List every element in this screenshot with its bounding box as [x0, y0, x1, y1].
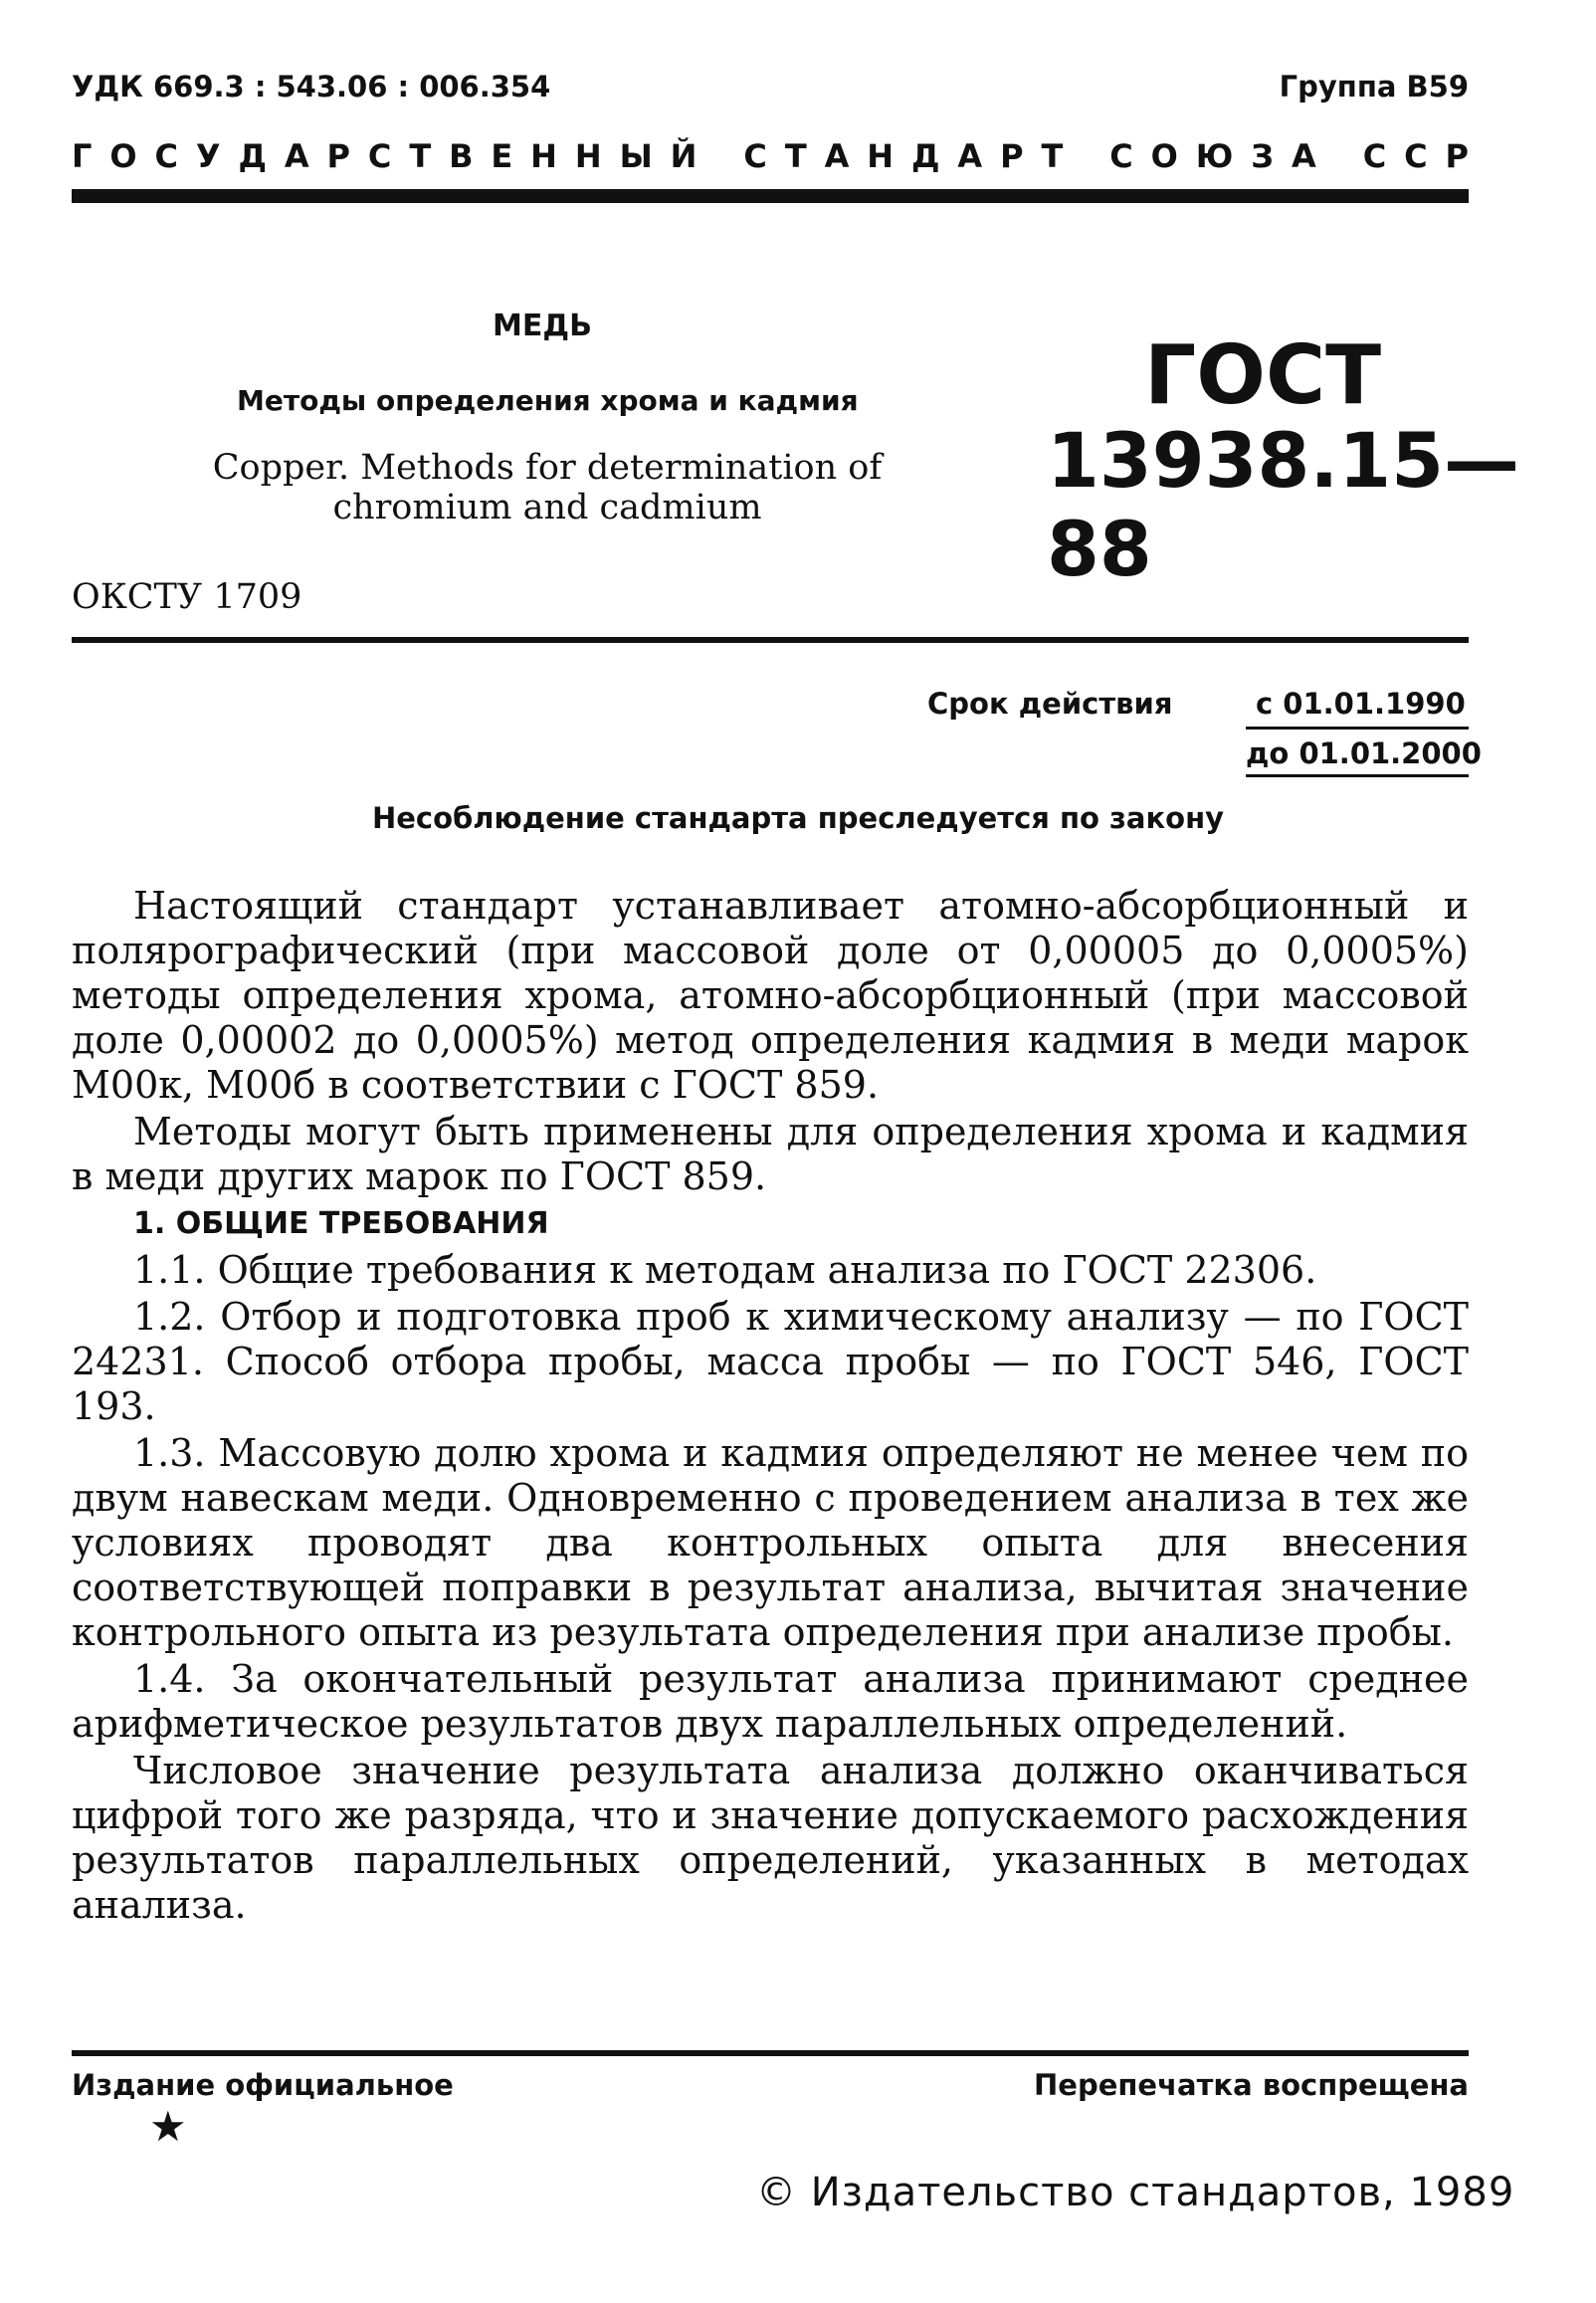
heading-letter: Ы: [619, 137, 653, 175]
paragraph: Методы могут быть применены для определения хрома и кадмия в меди других марок по ГОСТ 859.: [72, 1110, 1469, 1198]
heading-letter: З: [1251, 137, 1275, 175]
heading-letter: У: [195, 137, 221, 175]
heading-letter: Р: [326, 137, 350, 175]
heading-letter: А: [284, 137, 309, 175]
subject-title: МЕДЬ: [493, 309, 592, 343]
okstu-code: ОКСТУ 1709: [72, 577, 302, 617]
heading-letter: Д: [238, 137, 267, 175]
validity-underline: [1246, 774, 1469, 777]
heading-space: [714, 137, 725, 175]
star-icon: ★: [149, 2102, 187, 2151]
heading-letter: Ю: [1195, 137, 1234, 175]
heading-letter: С: [743, 137, 767, 175]
heading-letter: С: [1362, 137, 1387, 175]
heading-letter: А: [824, 137, 850, 175]
heading-letter: Й: [670, 137, 698, 175]
heading-letter: Г: [72, 137, 93, 175]
heading-letter: Н: [530, 137, 557, 175]
paragraph: Числовое значение результата анализа должно оканчиваться цифрой того же разряда, что и значение допускаемого расхождения результатов параллельных определений, указанных в методах анализа.: [72, 1749, 1469, 1927]
heading-space: [1081, 137, 1092, 175]
heading-letter: Д: [910, 137, 940, 175]
heading-space: [1334, 137, 1345, 175]
validity-underline: [1246, 727, 1469, 730]
heading-letter: Н: [574, 137, 602, 175]
heading-letter: С: [1109, 137, 1133, 175]
body-text: [72, 884, 1469, 1930]
heading-letter: Е: [491, 137, 513, 175]
paragraph: 1.2. Отбор и подготовка проб к химическому анализу — по ГОСТ 24231. Способ отбора пробы, масса пробы — по ГОСТ 546, ГОСТ 193.: [72, 1295, 1469, 1428]
group-code: Группа В59: [1279, 70, 1469, 104]
heading-letter: О: [109, 137, 137, 175]
methods-title-ru: Методы определения хрома и кадмия: [237, 384, 859, 417]
title-divider: [72, 637, 1469, 643]
heading-letter: Т: [1041, 137, 1064, 175]
heading-letter: Т: [409, 137, 432, 175]
methods-title-en: Copper. Methods for determination of chromium and cadmium: [212, 448, 883, 527]
reprint-notice: Перепечатка воспрещена: [1034, 2068, 1469, 2102]
paragraph: 1.1. Общие требования к методам анализа по ГОСТ 22306.: [133, 1248, 1317, 1292]
section-heading: 1. ОБЩИЕ ТРЕБОВАНИЯ: [133, 1206, 549, 1241]
paragraph: Настоящий стандарт устанавливает атомно-абсорбционный и полярографический (при массовой доле от 0,00005 до 0,0005%) методы определения хрома, атомно-абсорбционный (при массовой доле 0,00002 до 0,0005%) метод определения кадмия в меди марок М00к, М00б в соответствии с ГОСТ 859.: [72, 884, 1469, 1107]
heading-letter: С: [1404, 137, 1428, 175]
heading-letter: Р: [1000, 137, 1024, 175]
heading-letter: С: [154, 137, 178, 175]
copyright: © Издательство стандартов, 1989: [756, 2170, 1515, 2215]
heading-letter: О: [1150, 137, 1178, 175]
heading-letter: А: [1291, 137, 1316, 175]
gost-label: ГОСТ: [1144, 328, 1382, 423]
validity-to: до 01.01.2000: [1246, 736, 1482, 770]
footer-divider: [72, 2050, 1469, 2056]
paragraph: 1.4. За окончательный результат анализа принимают среднее арифметическое результатов двух параллельных определений.: [72, 1657, 1469, 1746]
heading-letter: С: [367, 137, 392, 175]
udk-code: УДК 669.3 : 543.06 : 006.354: [72, 70, 551, 104]
heading-letter: А: [957, 137, 983, 175]
paragraph: 1.3. Массовую долю хрома и кадмия определяют не менее чем по двум навескам меди. Одновременно с проведением анализа в тех же условиях проводят два контрольных опыта для внесения соответствующей поправки в результат анализа, вычитая значение контрольного опыта из результата определения при анализе пробы.: [72, 1431, 1469, 1654]
official-edition: Издание официальное: [72, 2068, 454, 2102]
heading-letter: Н: [867, 137, 895, 175]
validity-label: Срок действия: [927, 687, 1173, 721]
state-standard-heading: [72, 137, 1469, 175]
header-divider: [72, 189, 1469, 203]
gost-number: 13938.15—88: [1047, 416, 1520, 593]
validity-from: с 01.01.1990: [1256, 687, 1466, 721]
legal-notice: Несоблюдение стандарта преследуется по закону: [371, 801, 1225, 835]
heading-letter: Р: [1445, 137, 1469, 175]
heading-letter: В: [449, 137, 474, 175]
heading-letter: Т: [784, 137, 807, 175]
